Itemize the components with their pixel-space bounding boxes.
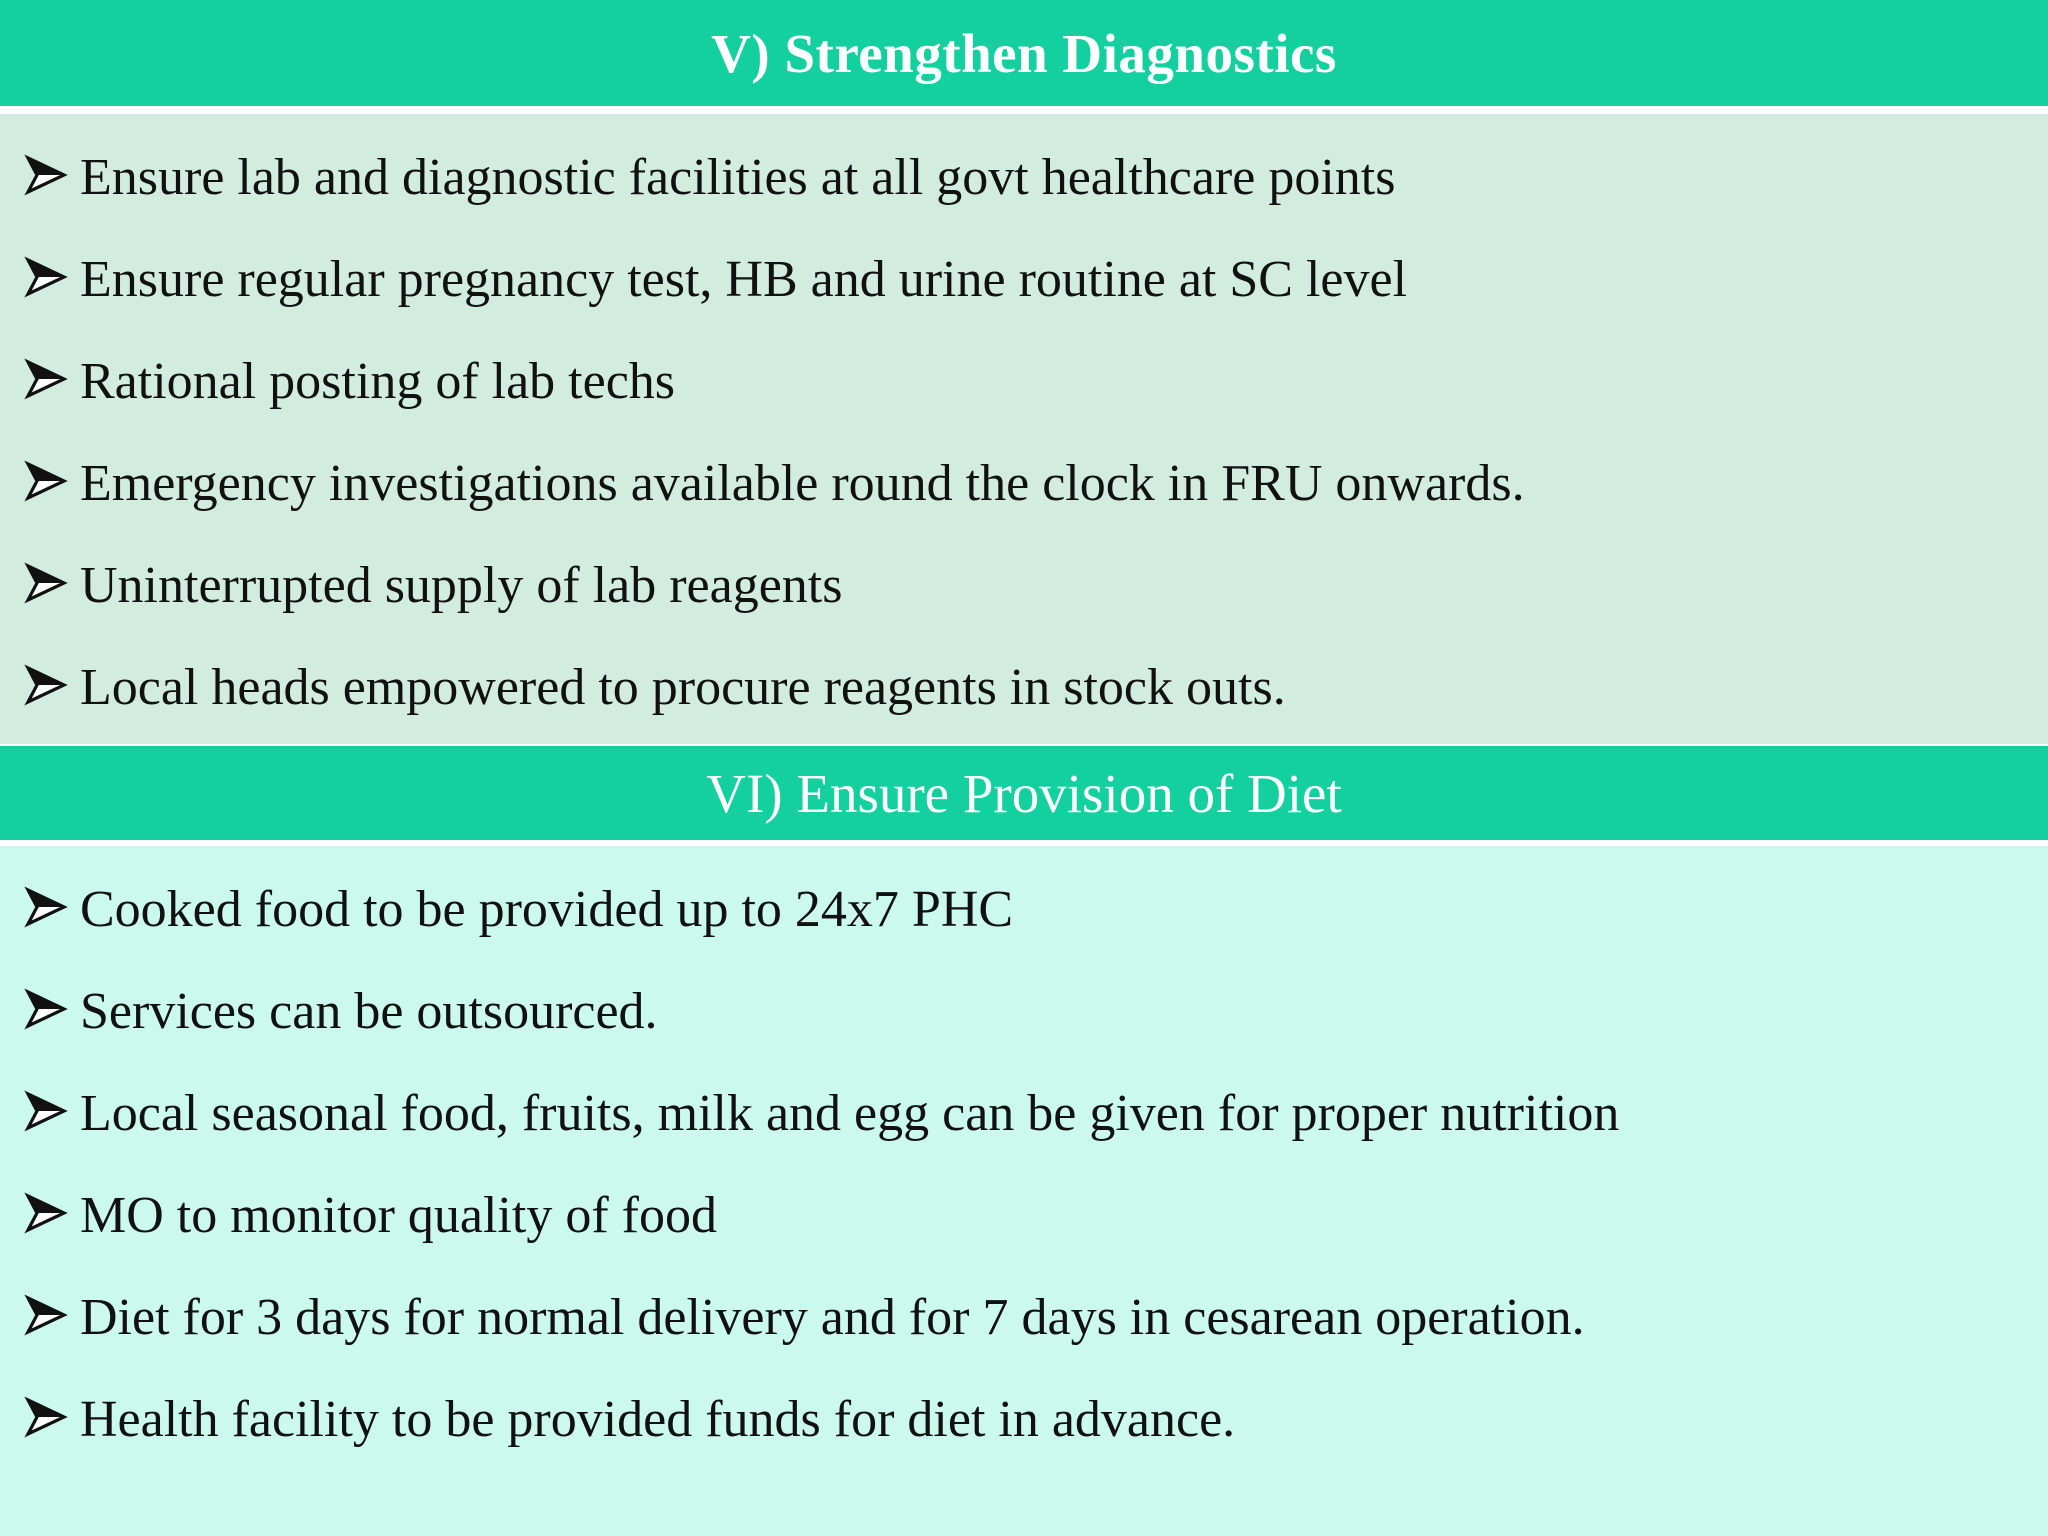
list-item: Local seasonal food, fruits, milk and egg can be given for proper nutrition [24,1074,1619,1154]
list-item: Uninterrupted supply of lab reagents [24,546,842,626]
list-item: Cooked food to be provided up to 24x7 PHC [24,870,1013,950]
list-item: Local heads empowered to procure reagents in stock outs. [24,648,1286,728]
list-item: Diet for 3 days for normal delivery and for 7 days in cesarean operation. [24,1278,1585,1358]
section-title: VI) Ensure Provision of Diet [706,762,1342,824]
arrowhead-bullet-icon [24,663,78,713]
arrowhead-bullet-icon [24,1293,78,1343]
list-item: Ensure lab and diagnostic facilities at all govt healthcare points [24,138,1395,218]
list-item: Health facility to be provided funds for diet in advance. [24,1380,1235,1460]
list-item: Ensure regular pregnancy test, HB and urine routine at SC level [24,240,1407,320]
arrowhead-bullet-icon [24,153,78,203]
list-item: Emergency investigations available round the clock in FRU onwards. [24,444,1525,524]
list-item: MO to monitor quality of food [24,1176,717,1256]
arrowhead-bullet-icon [24,1395,78,1445]
section-title: V) Strengthen Diagnostics [711,22,1337,84]
diagnostics-panel [0,114,2048,744]
section-header-strengthen-diagnostics [0,0,2048,106]
arrowhead-bullet-icon [24,357,78,407]
arrowhead-bullet-icon [24,1089,78,1139]
list-item: Services can be outsourced. [24,972,658,1052]
arrowhead-bullet-icon [24,885,78,935]
arrowhead-bullet-icon [24,459,78,509]
arrowhead-bullet-icon [24,1191,78,1241]
section-header-ensure-provision-of-diet [0,746,2048,840]
list-item: Rational posting of lab techs [24,342,675,422]
diet-panel [0,846,2048,1536]
arrowhead-bullet-icon [24,561,78,611]
arrowhead-bullet-icon [24,255,78,305]
arrowhead-bullet-icon [24,987,78,1037]
